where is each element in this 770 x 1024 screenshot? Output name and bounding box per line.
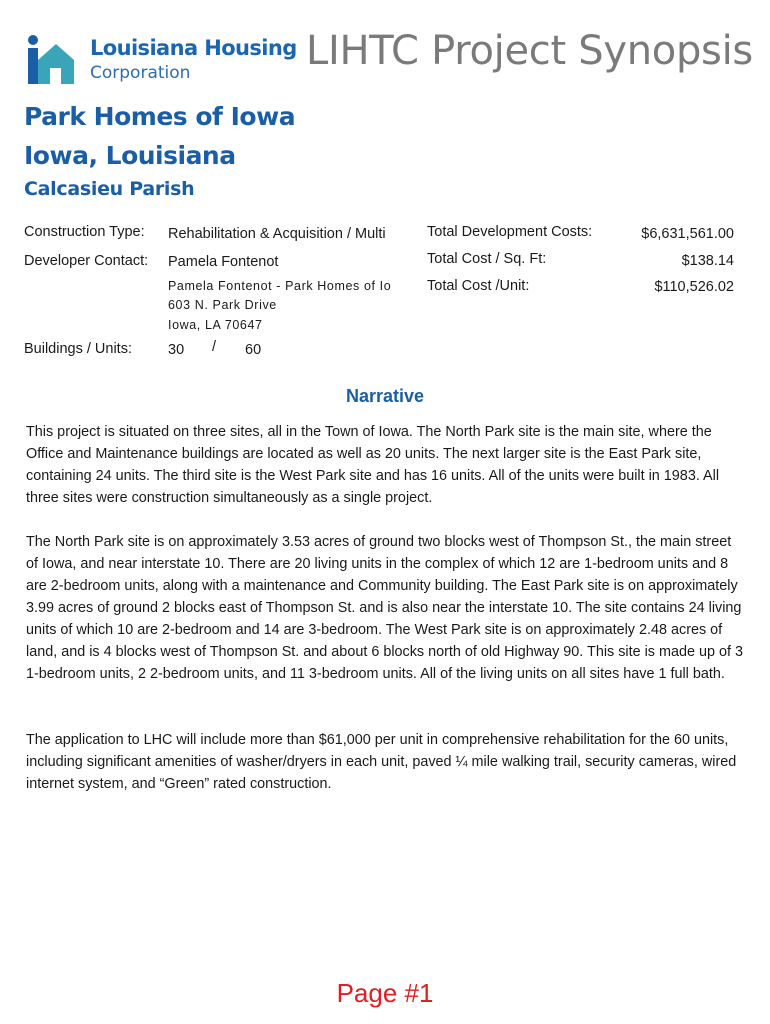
total-cost-sqft-label: Total Cost / Sq. Ft: xyxy=(427,251,547,267)
total-development-costs-label: Total Development Costs: xyxy=(427,224,593,240)
project-parish: Calcasieu Parish xyxy=(24,178,195,200)
construction-type-value: Rehabilitation & Acquisition / Multi xyxy=(168,226,386,242)
narrative-paragraph-2: The North Park site is on approximately 3.53 acres of ground two blocks west of Thompson St., the main street of Iowa, and near interstate 10. There are 20 living units in the complex of which 12 are 1-bedroom units and 8 are 2-bedroom units, along with a maintenance and Community building. The East Park site is on approximately 3.99 acres of ground 2 blocks east of Thompson St. and is also near the interstate 10. The site contains 24 living units of which 10 are 2-bedroom and 14 are 3-bedroom. The West Park site is on approximately 2.48 acres of land, and is 4 blocks west of Thompson St. and about 6 blocks north of old Highway 90. This site is made up of 3 1-bedroom units, 2 2-bedroom units, and 11 3-bedroom units. All of the living units on all sites have 1 full bath. xyxy=(26,534,744,682)
narrative-paragraph-1: This project is situated on three sites, all in the Town of Iowa. The North Park site is the main site, where the Office and Maintenance buildings are located as well as 20 units. The next larger site is the East Park site, containing 24 units. The third site is the West Park site and has 16 units. All of the units were built in 1983. All three sites were construction simultaneously as a single project. xyxy=(26,424,720,506)
house-logo-icon xyxy=(24,32,84,86)
buildings-units-separator: / xyxy=(212,339,217,355)
lhc-logo xyxy=(24,30,297,90)
total-cost-unit-label: Total Cost /Unit: xyxy=(427,278,530,294)
buildings-units-label: Buildings / Units: xyxy=(24,341,132,357)
total-development-costs-value: $6,631,561.00 xyxy=(641,226,734,242)
developer-address-line2: 603 N. Park Drive xyxy=(168,298,277,312)
construction-type-label: Construction Type: xyxy=(24,224,145,240)
developer-address-line3: Iowa, LA 70647 xyxy=(168,318,263,332)
logo-text-line1: Louisiana Housing xyxy=(90,36,297,60)
units-count: 60 xyxy=(245,342,262,358)
narrative-paragraph-3: The application to LHC will include more than $61,000 per unit in comprehensive rehabilitation for the 60 units, including significant amenities of washer/dryers in each unit, paved ¼ mile walking trail, security cameras, wired internet system, and “Green” rated construction. xyxy=(26,732,737,792)
project-name: Park Homes of Iowa xyxy=(24,102,296,131)
narrative-heading: Narrative xyxy=(345,386,425,406)
total-cost-sqft-value: $138.14 xyxy=(681,253,734,269)
buildings-count: 30 xyxy=(168,342,185,358)
logo-text-line2: Corporation xyxy=(90,63,191,83)
project-city-state: Iowa, Louisiana xyxy=(24,141,236,170)
developer-contact-value: Pamela Fontenot xyxy=(168,254,279,270)
developer-address-line1: Pamela Fontenot - Park Homes of Io xyxy=(168,279,392,293)
document-title: LIHTC Project Synopsis xyxy=(306,28,753,74)
page-number: Page #1 xyxy=(336,978,434,1008)
total-cost-unit-value: $110,526.02 xyxy=(654,279,734,295)
developer-contact-label: Developer Contact: xyxy=(24,253,149,269)
